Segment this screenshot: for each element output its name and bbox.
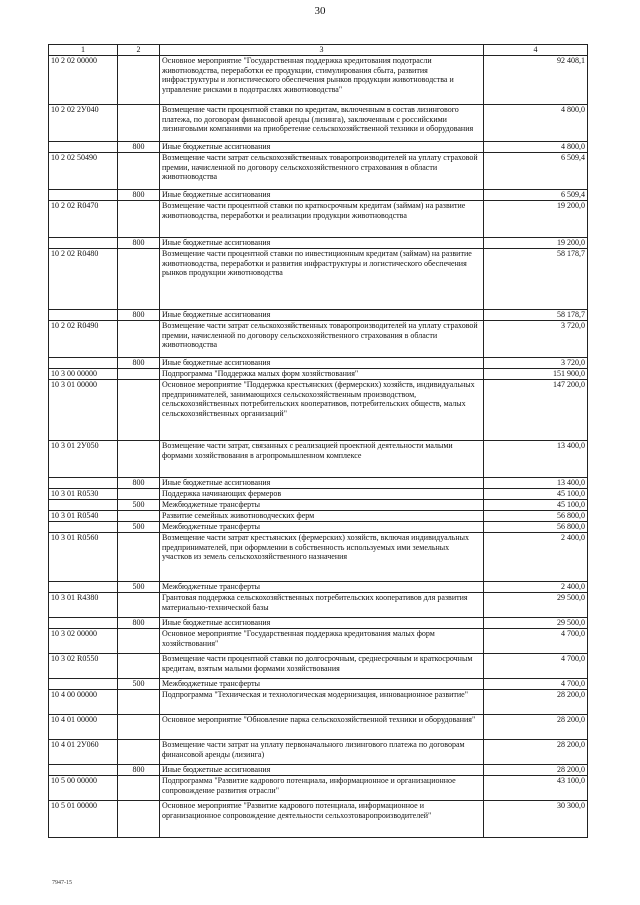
row-description: Иные бюджетные ассигнования (160, 142, 484, 153)
row-expense-type (118, 776, 160, 801)
row-description: Возмещение части затрат сельскохозяйственных товаропроизводителей на уплату страховой премии, начисленной по договору сельскохозяйственного страхования в области животноводства (160, 153, 484, 190)
row-description: Межбюджетные трансферты (160, 500, 484, 511)
row-code: 10 3 01 R0540 (49, 511, 118, 522)
table-row (49, 654, 588, 679)
row-code (49, 238, 118, 249)
table-row (49, 582, 588, 593)
table-row (49, 500, 588, 511)
table-row (49, 321, 588, 358)
table-row (49, 593, 588, 618)
row-expense-type (118, 654, 160, 679)
row-amount: 151 900,0 (484, 369, 588, 380)
row-description: Возмещение части затрат на уплату первоначального лизингового платежа по договорам финансовой аренды (лизинга) (160, 740, 484, 765)
row-amount: 58 178,7 (484, 249, 588, 310)
row-code: 10 2 02 50490 (49, 153, 118, 190)
row-expense-type (118, 629, 160, 654)
row-amount: 147 200,0 (484, 380, 588, 441)
row-amount: 2 400,0 (484, 533, 588, 582)
column-header: 2 (118, 45, 160, 56)
row-expense-type: 500 (118, 522, 160, 533)
row-description: Подпрограмма "Техническая и технологическая модернизация, инновационное развитие" (160, 690, 484, 715)
row-amount: 43 100,0 (484, 776, 588, 801)
row-code (49, 190, 118, 201)
table-row (49, 765, 588, 776)
row-expense-type: 800 (118, 310, 160, 321)
row-description: Межбюджетные трансферты (160, 582, 484, 593)
row-amount: 13 400,0 (484, 441, 588, 478)
row-description: Основное мероприятие "Поддержка крестьянских (фермерских) хозяйств, индивидуальных предпринимателей, занимающихся сельскохозяйственным производством, сельскохозяйственных потребительских кооперативов, потребительских обществ, малых сельскохозяйственных организаций" (160, 380, 484, 441)
row-amount: 28 200,0 (484, 690, 588, 715)
row-amount: 6 509,4 (484, 153, 588, 190)
table-row (49, 740, 588, 765)
row-amount: 29 500,0 (484, 618, 588, 629)
table-row (49, 56, 588, 105)
row-amount: 28 200,0 (484, 740, 588, 765)
row-expense-type: 800 (118, 478, 160, 489)
row-code: 10 4 00 00000 (49, 690, 118, 715)
table-row (49, 715, 588, 740)
row-description: Межбюджетные трансферты (160, 679, 484, 690)
row-amount: 28 200,0 (484, 765, 588, 776)
column-header: 4 (484, 45, 588, 56)
row-code: 10 3 02 00000 (49, 629, 118, 654)
row-expense-type: 500 (118, 500, 160, 511)
row-expense-type: 800 (118, 190, 160, 201)
row-amount: 29 500,0 (484, 593, 588, 618)
row-amount: 56 800,0 (484, 522, 588, 533)
row-code: 10 4 01 00000 (49, 715, 118, 740)
table-row (49, 358, 588, 369)
row-code: 10 3 01 00000 (49, 380, 118, 441)
table-row (49, 441, 588, 478)
row-description: Основное мероприятие "Развитие кадрового потенциала, информационное и организационное сопровождение деятельности сельхозтоваропроизводителей" (160, 801, 484, 838)
table-row (49, 201, 588, 238)
row-expense-type: 800 (118, 765, 160, 776)
row-code (49, 310, 118, 321)
row-description: Возмещение части процентной ставки по долгосрочным, среднесрочным и краткосрочным кредитам, взятым малыми формами хозяйствования (160, 654, 484, 679)
row-description: Иные бюджетные ассигнования (160, 765, 484, 776)
table-row (49, 380, 588, 441)
table-row (49, 801, 588, 838)
row-expense-type: 500 (118, 582, 160, 593)
row-code: 10 3 01 R4380 (49, 593, 118, 618)
row-amount: 3 720,0 (484, 358, 588, 369)
table-header-row (49, 45, 588, 56)
row-description: Развитие семейных животноводческих ферм (160, 511, 484, 522)
row-code: 10 4 01 2У060 (49, 740, 118, 765)
row-amount: 13 400,0 (484, 478, 588, 489)
row-code: 10 2 02 R0480 (49, 249, 118, 310)
row-code (49, 582, 118, 593)
table-row (49, 105, 588, 142)
row-expense-type: 800 (118, 238, 160, 249)
row-code: 10 2 02 R0470 (49, 201, 118, 238)
row-description: Возмещение части процентной ставки по инвестиционным кредитам (займам) на развитие животноводства, переработки и развития инфраструктуры и логистического обеспечения рынков продукции животноводства (160, 249, 484, 310)
row-code: 10 2 02 00000 (49, 56, 118, 105)
row-description: Иные бюджетные ассигнования (160, 310, 484, 321)
table-row (49, 310, 588, 321)
row-expense-type (118, 441, 160, 478)
table-row (49, 478, 588, 489)
row-expense-type: 500 (118, 679, 160, 690)
row-description: Основное мероприятие "Государственная поддержка кредитования подотрасли животноводства, переработки ее продукции, стимулирования сбыта, развития инфраструктуры и логистического обеспечения рынков продукции животноводства и управление рисками в подотраслях животноводства" (160, 56, 484, 105)
row-description: Возмещение части процентной ставки по кредитам, включенным в состав лизингового платежа, по договорам финансовой аренды (лизинга), заключенным с российскими лизинговыми компаниями на приобретение сельскохозяйственной техники и оборудования (160, 105, 484, 142)
row-code (49, 142, 118, 153)
table-row (49, 369, 588, 380)
row-description: Иные бюджетные ассигнования (160, 618, 484, 629)
row-code: 10 2 02 R0490 (49, 321, 118, 358)
page-number: 30 (314, 5, 326, 17)
row-amount: 19 200,0 (484, 238, 588, 249)
row-description: Поддержка начинающих фермеров (160, 489, 484, 500)
row-expense-type (118, 105, 160, 142)
row-description: Грантовая поддержка сельскохозяйственных потребительских кооперативов для развития материально-технической базы (160, 593, 484, 618)
row-amount: 28 200,0 (484, 715, 588, 740)
row-amount: 58 178,7 (484, 310, 588, 321)
row-code (49, 679, 118, 690)
row-expense-type (118, 690, 160, 715)
row-code: 10 3 01 R0560 (49, 533, 118, 582)
row-expense-type (118, 380, 160, 441)
row-expense-type (118, 56, 160, 105)
table-row (49, 190, 588, 201)
row-expense-type (118, 511, 160, 522)
row-code (49, 358, 118, 369)
row-description: Иные бюджетные ассигнования (160, 478, 484, 489)
table-row (49, 776, 588, 801)
row-description: Возмещение части затрат, связанных с реализацией проектной деятельности малыми формами хозяйствования в агропромышленном комплексе (160, 441, 484, 478)
table-row (49, 511, 588, 522)
row-expense-type (118, 593, 160, 618)
row-code: 10 3 01 R0530 (49, 489, 118, 500)
table-row (49, 629, 588, 654)
row-amount: 45 100,0 (484, 489, 588, 500)
table-row (49, 142, 588, 153)
row-amount: 4 700,0 (484, 629, 588, 654)
row-code (49, 618, 118, 629)
column-header: 1 (49, 45, 118, 56)
budget-table (48, 44, 588, 838)
row-amount: 19 200,0 (484, 201, 588, 238)
table-row (49, 249, 588, 310)
row-amount: 4 800,0 (484, 142, 588, 153)
row-description: Возмещение части затрат сельскохозяйственных товаропроизводителей на уплату страховой премии, начисленной по договору сельскохозяйственного страхования в области животноводства (160, 321, 484, 358)
row-description: Иные бюджетные ассигнования (160, 358, 484, 369)
row-code: 10 2 02 2У040 (49, 105, 118, 142)
row-amount: 6 509,4 (484, 190, 588, 201)
row-expense-type (118, 153, 160, 190)
row-description: Иные бюджетные ассигнования (160, 238, 484, 249)
row-amount: 92 408,1 (484, 56, 588, 105)
row-expense-type (118, 201, 160, 238)
table-row (49, 153, 588, 190)
table-row (49, 679, 588, 690)
row-amount: 45 100,0 (484, 500, 588, 511)
row-amount: 56 800,0 (484, 511, 588, 522)
row-code: 10 3 01 2У050 (49, 441, 118, 478)
row-code (49, 500, 118, 511)
row-description: Основное мероприятие "Государственная поддержка кредитования малых форм хозяйствования" (160, 629, 484, 654)
row-code (49, 522, 118, 533)
row-amount: 4 800,0 (484, 105, 588, 142)
column-header: 3 (160, 45, 484, 56)
table-row (49, 522, 588, 533)
row-expense-type (118, 489, 160, 500)
row-amount: 2 400,0 (484, 582, 588, 593)
row-description: Подпрограмма "Развитие кадрового потенциала, информационное и организационное сопровождение развития отрасли" (160, 776, 484, 801)
row-code (49, 765, 118, 776)
row-expense-type (118, 533, 160, 582)
row-amount: 30 300,0 (484, 801, 588, 838)
row-expense-type (118, 249, 160, 310)
row-description: Иные бюджетные ассигнования (160, 190, 484, 201)
row-code: 10 5 00 00000 (49, 776, 118, 801)
row-expense-type (118, 321, 160, 358)
row-amount: 3 720,0 (484, 321, 588, 358)
row-expense-type: 800 (118, 358, 160, 369)
row-description: Возмещение части затрат крестьянских (фермерских) хозяйств, включая индивидуальных предпринимателей, при оформлении в собственность используемых ими земельных участков из земель сельскохозяйственного назначения (160, 533, 484, 582)
row-expense-type: 800 (118, 618, 160, 629)
row-expense-type (118, 715, 160, 740)
row-expense-type (118, 801, 160, 838)
row-code: 10 3 02 R0550 (49, 654, 118, 679)
row-description: Межбюджетные трансферты (160, 522, 484, 533)
row-amount: 4 700,0 (484, 679, 588, 690)
footer-code: 7947-15 (52, 880, 72, 886)
table-row (49, 533, 588, 582)
row-expense-type (118, 369, 160, 380)
table-row (49, 618, 588, 629)
row-code: 10 5 01 00000 (49, 801, 118, 838)
row-description: Возмещение части процентной ставки по краткосрочным кредитам (займам) на развитие животноводства, переработки и реализации продукции животноводства (160, 201, 484, 238)
row-code (49, 478, 118, 489)
row-description: Основное мероприятие "Обновление парка сельскохозяйственной техники и оборудования" (160, 715, 484, 740)
table-row (49, 238, 588, 249)
row-amount: 4 700,0 (484, 654, 588, 679)
table-row (49, 690, 588, 715)
table-row (49, 489, 588, 500)
row-code: 10 3 00 00000 (49, 369, 118, 380)
row-expense-type (118, 740, 160, 765)
row-description: Подпрограмма "Поддержка малых форм хозяйствования" (160, 369, 484, 380)
row-expense-type: 800 (118, 142, 160, 153)
